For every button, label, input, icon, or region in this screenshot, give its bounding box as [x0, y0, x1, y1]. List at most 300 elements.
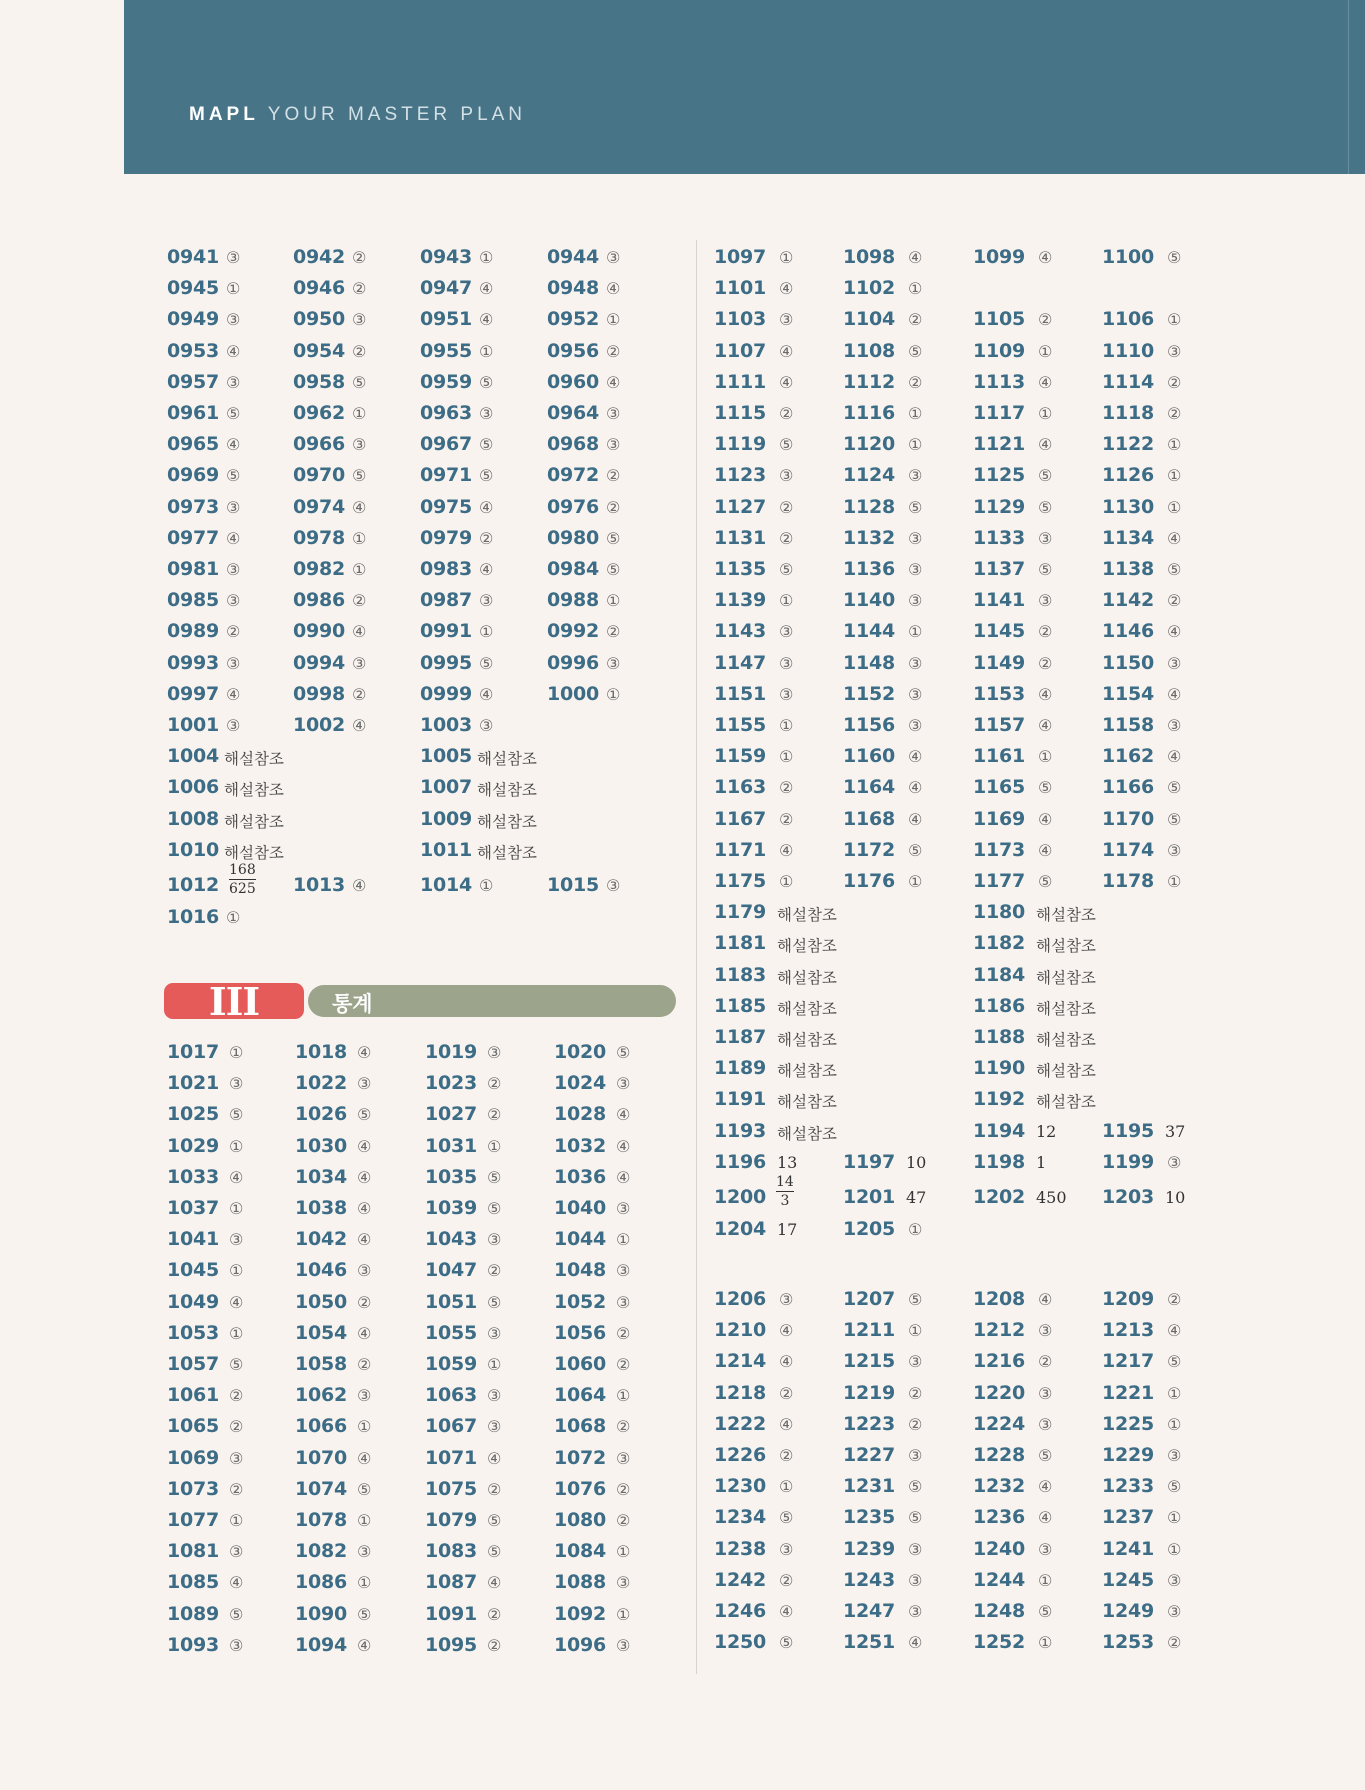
- problem-number: 1176: [843, 870, 896, 892]
- problem-number: 1138: [1102, 558, 1155, 580]
- problem-number: 0990: [293, 620, 346, 643]
- answer-choice: ④: [908, 778, 923, 798]
- answer-value: 10: [906, 1152, 927, 1172]
- answer-choice: ①: [479, 622, 494, 642]
- answer-choice: ③: [226, 372, 241, 392]
- answer-choice: ②: [226, 622, 241, 642]
- problem-number: 1252: [973, 1631, 1026, 1654]
- answer-choice: ②: [1038, 1352, 1053, 1372]
- answer-choice: ②: [779, 1383, 794, 1403]
- problem-number: 1216: [973, 1350, 1026, 1373]
- problem-number: 1140: [843, 589, 896, 612]
- problem-number: 1142: [1102, 589, 1155, 612]
- answer-choice: ⑤: [779, 435, 794, 455]
- problem-number: 0963: [420, 402, 473, 424]
- answer-choice: ③: [1038, 1539, 1053, 1559]
- answer-see-solution: 해설참조: [477, 843, 537, 862]
- answer-choice: ③: [616, 1448, 631, 1468]
- answer-choice: ④: [1167, 684, 1182, 704]
- answer-choice: ④: [779, 1352, 794, 1372]
- brand-name: MAPL: [189, 104, 259, 125]
- problem-number: 1059: [425, 1353, 478, 1375]
- answer-choice: ⑤: [487, 1511, 502, 1530]
- answer-choice: ⑤: [229, 1355, 244, 1374]
- problem-number: 0989: [167, 620, 220, 643]
- answer-choice: ③: [908, 684, 923, 704]
- problem-number: 1007: [420, 776, 473, 799]
- problem-number: 1220: [973, 1381, 1026, 1404]
- problem-number: 1070: [295, 1446, 348, 1469]
- answer-choice: ③: [908, 528, 923, 548]
- fraction-bar: [229, 879, 256, 880]
- answer-choice: ③: [1167, 1602, 1182, 1621]
- answer-choice: ⑤: [352, 466, 367, 486]
- answer-choice: ②: [1167, 1633, 1182, 1653]
- problem-number: 0946: [293, 277, 346, 300]
- problem-number: 0956: [547, 339, 600, 362]
- answer-choice: ⑤: [1167, 778, 1182, 798]
- problem-number: 1146: [1102, 620, 1155, 643]
- problem-number: 1002: [293, 714, 346, 736]
- problem-number: 1086: [295, 1571, 348, 1594]
- problem-number: 1006: [167, 776, 220, 799]
- answer-choice: ③: [1038, 1321, 1053, 1341]
- answer-choice: ③: [606, 876, 621, 895]
- problem-number: 1113: [973, 370, 1026, 393]
- problem-number: 1015: [547, 874, 600, 896]
- answer-choice: ③: [908, 1539, 923, 1559]
- answer-choice: ⑤: [226, 466, 241, 486]
- problem-number: 1248: [973, 1600, 1026, 1622]
- problem-number: 1209: [1102, 1288, 1155, 1310]
- answer-choice: ②: [616, 1417, 631, 1437]
- problem-number: 1168: [843, 807, 896, 830]
- answer-value: 10: [1165, 1188, 1186, 1207]
- problem-number: 1064: [554, 1384, 607, 1407]
- answer-choice: ③: [779, 653, 794, 673]
- answer-choice: ①: [1167, 872, 1182, 891]
- answer-choice: ①: [606, 310, 621, 330]
- problem-number: 1075: [425, 1477, 478, 1500]
- problem-number: 1135: [714, 558, 767, 580]
- answer-choice: ②: [779, 1446, 794, 1465]
- problem-number: 1071: [425, 1446, 478, 1469]
- answer-choice: ⑤: [357, 1604, 372, 1624]
- answer-choice: ④: [229, 1167, 244, 1187]
- problem-number: 1104: [843, 308, 896, 331]
- answer-choice: ③: [606, 435, 621, 455]
- problem-number: 1225: [1102, 1412, 1155, 1435]
- answer-see-solution: 해설참조: [777, 1124, 837, 1143]
- problem-number: 1087: [425, 1571, 478, 1594]
- problem-number: 1083: [425, 1540, 478, 1563]
- answer-choice: ①: [779, 591, 794, 611]
- problem-number: 1187: [714, 1026, 767, 1048]
- answer-choice: ②: [908, 372, 923, 392]
- problem-number: 0998: [293, 682, 346, 705]
- answer-choice: ③: [1167, 1152, 1182, 1172]
- answer-choice: ③: [779, 1539, 794, 1559]
- problem-number: 1013: [293, 874, 346, 896]
- problem-number: 1213: [1102, 1319, 1155, 1342]
- problem-number: 1152: [843, 682, 896, 705]
- answer-choice: ⑤: [226, 404, 241, 423]
- answer-choice: ③: [479, 591, 494, 611]
- problem-number: 1133: [973, 526, 1026, 549]
- answer-choice: ③: [1167, 1570, 1182, 1590]
- fraction-numerator: 168: [229, 862, 256, 878]
- problem-number: 1046: [295, 1259, 348, 1282]
- problem-number: 1250: [714, 1631, 767, 1654]
- problem-number: 1062: [295, 1384, 348, 1407]
- problem-number: 1021: [167, 1072, 220, 1095]
- problem-number: 0997: [167, 682, 220, 705]
- answer-see-solution: 해설참조: [224, 812, 284, 831]
- problem-number: 1050: [295, 1290, 348, 1313]
- answer-choice: ⑤: [479, 653, 494, 673]
- problem-number: 1247: [843, 1600, 896, 1622]
- problem-number: 1201: [843, 1186, 896, 1208]
- section-numeral-box: [164, 979, 304, 1024]
- answer-choice: ②: [1167, 372, 1182, 392]
- answer-choice: ①: [229, 1261, 244, 1281]
- problem-number: 1072: [554, 1446, 607, 1469]
- answer-choice: ④: [779, 1414, 794, 1434]
- problem-number: 0987: [420, 589, 473, 612]
- answer-choice: ③: [487, 1386, 502, 1406]
- problem-number: 1241: [1102, 1537, 1155, 1560]
- answer-choice: ④: [606, 279, 621, 299]
- answer-choice: ②: [779, 1570, 794, 1590]
- problem-number: 1130: [1102, 495, 1155, 518]
- answer-choice: ③: [616, 1261, 631, 1281]
- problem-number: 1226: [714, 1444, 767, 1466]
- answer-choice: ②: [487, 1261, 502, 1281]
- problem-number: 1123: [714, 464, 767, 487]
- answer-choice: ①: [479, 341, 494, 361]
- answer-choice: ③: [908, 1352, 923, 1372]
- answer-choice: ②: [908, 1383, 923, 1403]
- problem-number: 0984: [547, 558, 600, 580]
- answer-see-solution: 해설참조: [224, 843, 284, 862]
- problem-number: 1127: [714, 495, 767, 518]
- answer-choice: ⑤: [229, 1105, 244, 1125]
- answer-choice: ④: [1038, 684, 1053, 704]
- problem-number: 1162: [1102, 745, 1155, 768]
- problem-number: 1052: [554, 1290, 607, 1313]
- problem-number: 0958: [293, 370, 346, 393]
- answer-choice: ③: [226, 310, 241, 330]
- problem-number: 1240: [973, 1537, 1026, 1560]
- answer-choice: ③: [479, 404, 494, 423]
- header-edge-line: [1348, 0, 1349, 174]
- problem-number: 1185: [714, 994, 767, 1017]
- problem-number: 0941: [167, 246, 220, 268]
- problem-number: 1000: [547, 682, 600, 705]
- problem-number: 1136: [843, 558, 896, 580]
- answer-choice: ①: [908, 404, 923, 423]
- problem-number: 1157: [973, 714, 1026, 736]
- answer-choice: ③: [352, 435, 367, 455]
- answer-choice: ②: [1038, 653, 1053, 673]
- problem-number: 1208: [973, 1288, 1026, 1310]
- answer-choice: ①: [1038, 1570, 1053, 1590]
- answer-choice: ④: [352, 497, 367, 517]
- problem-number: 1122: [1102, 433, 1155, 456]
- problem-number: 1063: [425, 1384, 478, 1407]
- answer-choice: ③: [606, 653, 621, 673]
- problem-number: 1101: [714, 277, 767, 300]
- problem-number: 0966: [293, 433, 346, 456]
- problem-number: 1009: [420, 807, 473, 830]
- problem-number: 1149: [973, 651, 1026, 674]
- answer-choice: ①: [487, 1136, 502, 1156]
- problem-number: 1011: [420, 838, 473, 861]
- answer-choice: ①: [908, 1321, 923, 1341]
- problem-number: 1082: [295, 1540, 348, 1563]
- problem-number: 1078: [295, 1509, 348, 1531]
- answer-choice: ②: [606, 466, 621, 486]
- answer-choice: ③: [779, 684, 794, 704]
- problem-number: 0959: [420, 370, 473, 393]
- problem-number: 1125: [973, 464, 1026, 487]
- answer-choice: ①: [908, 279, 923, 299]
- problem-number: 1042: [295, 1228, 348, 1251]
- answer-value: 13: [777, 1152, 798, 1172]
- problem-number: 0995: [420, 651, 473, 674]
- problem-number: 1194: [973, 1119, 1026, 1142]
- answer-choice: ④: [908, 1633, 923, 1653]
- problem-number: 1043: [425, 1228, 478, 1251]
- problem-number: 1198: [973, 1150, 1026, 1173]
- answer-choice: ②: [606, 622, 621, 642]
- problem-number: 0993: [167, 651, 220, 674]
- answer-value: 12: [1036, 1121, 1057, 1141]
- answer-choice: ①: [1167, 310, 1182, 330]
- problem-number: 1186: [973, 994, 1026, 1017]
- problem-number: 1001: [167, 714, 220, 736]
- problem-number: 1141: [973, 589, 1026, 612]
- answer-choice: ②: [779, 528, 794, 548]
- answer-choice: ④: [1038, 716, 1053, 735]
- problem-number: 1182: [973, 932, 1026, 955]
- answer-choice: ④: [616, 1105, 631, 1125]
- answer-choice: ①: [352, 528, 367, 548]
- answer-choice: ③: [908, 1602, 923, 1621]
- problem-number: 0969: [167, 464, 220, 487]
- answer-choice: ②: [779, 497, 794, 517]
- answer-choice: ④: [908, 809, 923, 829]
- answer-choice: ①: [479, 248, 494, 267]
- answer-choice: ④: [357, 1230, 372, 1250]
- problem-number: 1095: [425, 1633, 478, 1656]
- answer-choice: ④: [1038, 435, 1053, 455]
- answer-see-solution: 해설참조: [777, 1093, 837, 1112]
- problem-number: 1027: [425, 1103, 478, 1126]
- problem-number: 1229: [1102, 1444, 1155, 1466]
- answer-choice: ②: [487, 1479, 502, 1499]
- problem-number: 1233: [1102, 1475, 1155, 1498]
- answer-see-solution: 해설참조: [224, 750, 284, 769]
- answer-choice: ③: [229, 1635, 244, 1655]
- problem-number: 1119: [714, 433, 767, 456]
- problem-number: 1019: [425, 1041, 478, 1063]
- answer-choice: ④: [357, 1136, 372, 1156]
- answer-choice: ⑤: [1167, 1352, 1182, 1372]
- problem-number: 1080: [554, 1509, 607, 1531]
- answer-value: 47: [906, 1188, 927, 1207]
- answer-choice: ①: [779, 872, 794, 891]
- problem-number: 0979: [420, 526, 473, 549]
- answer-see-solution: 해설참조: [777, 937, 837, 956]
- problem-number: 1179: [714, 901, 767, 924]
- answer-choice: ①: [357, 1511, 372, 1530]
- problem-number: 1126: [1102, 464, 1155, 487]
- answer-choice: ⑤: [908, 1477, 923, 1497]
- problem-number: 1085: [167, 1571, 220, 1594]
- answer-choice: ④: [479, 497, 494, 517]
- problem-number: 1219: [843, 1381, 896, 1404]
- answer-choice: ⑤: [1038, 778, 1053, 798]
- problem-number: 1098: [843, 246, 896, 268]
- answer-see-solution: 해설참조: [777, 1062, 837, 1081]
- problem-number: 0951: [420, 308, 473, 331]
- problem-number: 0974: [293, 495, 346, 518]
- answer-choice: ②: [357, 1355, 372, 1374]
- problem-number: 1074: [295, 1477, 348, 1500]
- problem-number: 1032: [554, 1134, 607, 1157]
- problem-number: 1014: [420, 874, 473, 896]
- answer-choice: ⑤: [908, 840, 923, 860]
- problem-number: 1249: [1102, 1600, 1155, 1622]
- answer-choice: ①: [1167, 1508, 1182, 1528]
- problem-number: 0949: [167, 308, 220, 331]
- problem-number: 1167: [714, 807, 767, 830]
- answer-choice: ④: [226, 435, 241, 455]
- section-numeral: III: [208, 979, 260, 1024]
- problem-number: 1132: [843, 526, 896, 549]
- problem-number: 1112: [843, 370, 896, 393]
- problem-number: 0964: [547, 402, 600, 424]
- problem-number: 0982: [293, 558, 346, 580]
- problem-number: 1028: [554, 1103, 607, 1126]
- answer-choice: ①: [779, 747, 794, 767]
- problem-number: 0985: [167, 589, 220, 612]
- section-title-bar: [308, 985, 676, 1017]
- answer-choice: ①: [779, 1477, 794, 1497]
- answer-choice: ⑤: [908, 341, 923, 361]
- answer-choice: ①: [606, 591, 621, 611]
- answer-choice: ③: [229, 1230, 244, 1250]
- answer-choice: ①: [1038, 1633, 1053, 1653]
- problem-number: 1215: [843, 1350, 896, 1373]
- answer-choice: ①: [1038, 747, 1053, 767]
- problem-number: 1029: [167, 1134, 220, 1157]
- problem-number: 1243: [843, 1568, 896, 1591]
- problem-number: 1144: [843, 620, 896, 643]
- problem-number: 0960: [547, 370, 600, 393]
- problem-number: 1170: [1102, 807, 1155, 830]
- answer-see-solution: 해설참조: [1036, 906, 1096, 925]
- problem-number: 1076: [554, 1477, 607, 1500]
- answer-choice: ④: [1038, 809, 1053, 829]
- fraction-bar: [776, 1191, 794, 1192]
- answer-choice: ④: [779, 1321, 794, 1341]
- answer-choice: ①: [226, 279, 241, 299]
- answer-choice: ④: [1038, 1477, 1053, 1497]
- problem-number: 1188: [973, 1026, 1026, 1048]
- problem-number: 1171: [714, 838, 767, 861]
- problem-number: 1134: [1102, 526, 1155, 549]
- section-title: 통계: [332, 992, 373, 1016]
- problem-number: 1023: [425, 1072, 478, 1095]
- answer-see-solution: 해설참조: [1036, 1062, 1096, 1081]
- problem-number: 1143: [714, 620, 767, 643]
- problem-number: 0988: [547, 589, 600, 612]
- problem-number: 1230: [714, 1475, 767, 1498]
- problem-number: 1166: [1102, 776, 1155, 799]
- problem-number: 1234: [714, 1506, 767, 1529]
- answer-choice: ③: [616, 1199, 631, 1218]
- answer-choice: ②: [1038, 310, 1053, 330]
- problem-number: 1053: [167, 1321, 220, 1344]
- problem-number: 1174: [1102, 838, 1155, 861]
- problem-number: 1035: [425, 1165, 478, 1188]
- answer-choice: ①: [908, 622, 923, 642]
- answer-choice: ④: [1038, 372, 1053, 392]
- answer-choice: ④: [779, 840, 794, 860]
- answer-choice: ⑤: [1167, 809, 1182, 829]
- answer-see-solution: 해설참조: [477, 750, 537, 769]
- answer-choice: ①: [229, 1043, 244, 1062]
- problem-number: 1158: [1102, 714, 1155, 736]
- answer-choice: ①: [1167, 1414, 1182, 1434]
- answer-choice: ③: [357, 1074, 372, 1094]
- answer-choice: ③: [779, 622, 794, 642]
- problem-number: 1106: [1102, 308, 1155, 331]
- answer-choice: ⑤: [1038, 497, 1053, 517]
- answer-choice: ⑤: [908, 497, 923, 517]
- problem-number: 1214: [714, 1350, 767, 1373]
- problem-number: 1148: [843, 651, 896, 674]
- problem-number: 1033: [167, 1165, 220, 1188]
- answer-value: 17: [777, 1220, 798, 1240]
- problem-number: 1163: [714, 776, 767, 799]
- problem-number: 1212: [973, 1319, 1026, 1342]
- answer-choice: ③: [487, 1323, 502, 1343]
- answer-choice: ③: [1167, 716, 1182, 735]
- problem-number: 0957: [167, 370, 220, 393]
- problem-number: 1008: [167, 807, 220, 830]
- problem-number: 1047: [425, 1259, 478, 1282]
- problem-number: 1068: [554, 1415, 607, 1438]
- answer-choice: ③: [479, 716, 494, 735]
- answer-choice: ⑤: [229, 1604, 244, 1624]
- problem-number: 1012: [167, 874, 220, 896]
- problem-number: 1164: [843, 776, 896, 799]
- problem-number: 1109: [973, 339, 1026, 362]
- answer-choice: ②: [487, 1074, 502, 1094]
- answer-choice: ⑤: [479, 372, 494, 392]
- problem-number: 1097: [714, 246, 767, 268]
- answer-choice: ④: [1167, 1321, 1182, 1341]
- answer-choice: ③: [616, 1573, 631, 1593]
- answer-choice: ③: [908, 1446, 923, 1465]
- problem-number: 1084: [554, 1540, 607, 1563]
- answer-choice: ③: [352, 310, 367, 330]
- problem-number: 0972: [547, 464, 600, 487]
- answer-choice: ⑤: [487, 1199, 502, 1218]
